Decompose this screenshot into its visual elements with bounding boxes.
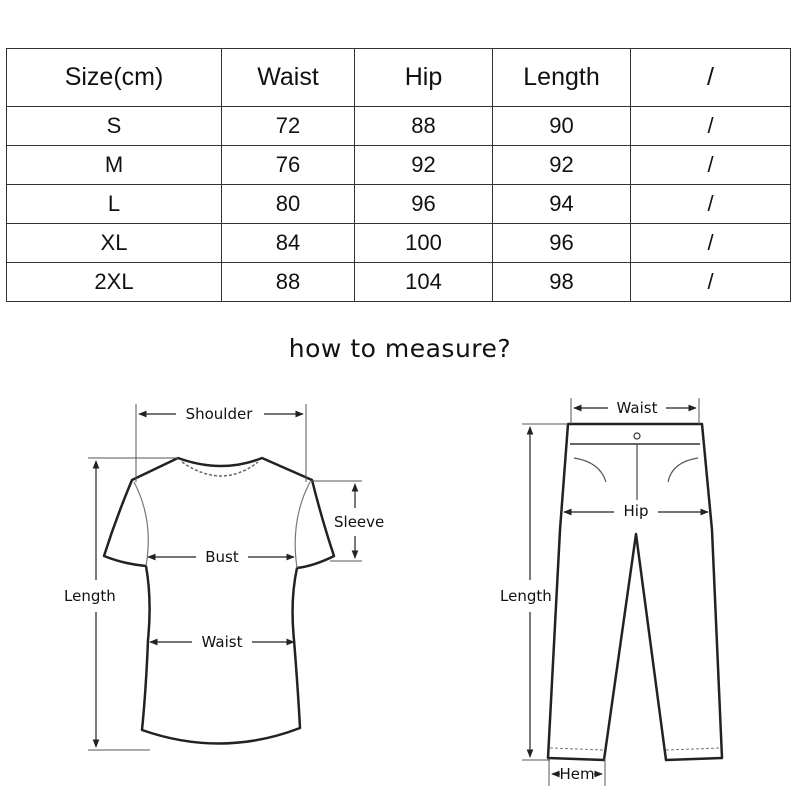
cell-length: 96 (493, 224, 631, 263)
cell-hip: 96 (355, 185, 493, 224)
cell-waist: 80 (222, 185, 355, 224)
label-shoulder: Shoulder (185, 405, 253, 423)
cell-waist: 84 (222, 224, 355, 263)
cell-extra: / (631, 263, 791, 302)
cell-waist: 72 (222, 107, 355, 146)
cell-length: 94 (493, 185, 631, 224)
cell-waist: 88 (222, 263, 355, 302)
pants-diagram (500, 398, 722, 786)
pants-pocket-left (574, 458, 606, 482)
pants-button-icon (634, 433, 640, 439)
cell-waist: 76 (222, 146, 355, 185)
header-length: Length (493, 49, 631, 107)
label-bust: Bust (205, 548, 239, 566)
header-size: Size(cm) (7, 49, 222, 107)
pants-pocket-right (668, 458, 698, 482)
tshirt-outline-icon (104, 458, 334, 744)
label-pants-hem: Hem (559, 765, 595, 783)
cell-hip: 88 (355, 107, 493, 146)
cell-length: 90 (493, 107, 631, 146)
cell-hip: 100 (355, 224, 493, 263)
cell-size: L (7, 185, 222, 224)
label-pants-waist: Waist (616, 399, 658, 417)
cell-extra: / (631, 185, 791, 224)
cell-extra: / (631, 224, 791, 263)
tshirt-sleeve-seam-right (295, 482, 310, 568)
measure-title: how to measure? (288, 334, 512, 363)
label-pants-length: Length (500, 587, 552, 605)
cell-size: M (7, 146, 222, 185)
cell-length: 98 (493, 263, 631, 302)
cell-hip: 104 (355, 263, 493, 302)
tshirt-diagram (64, 404, 384, 750)
label-pants-hip: Hip (623, 502, 649, 520)
cell-size: 2XL (7, 263, 222, 302)
header-hip: Hip (355, 49, 493, 107)
cell-extra: / (631, 146, 791, 185)
header-waist: Waist (222, 49, 355, 107)
cell-hip: 92 (355, 146, 493, 185)
label-shirt-length: Length (64, 587, 116, 605)
label-sleeve: Sleeve (334, 513, 385, 531)
cell-extra: / (631, 107, 791, 146)
header-extra: / (631, 49, 791, 107)
pants-outline-icon (548, 424, 722, 760)
cell-size: XL (7, 224, 222, 263)
tshirt-sleeve-seam-left (134, 482, 148, 566)
label-shirt-waist: Waist (201, 633, 243, 651)
cell-length: 92 (493, 146, 631, 185)
cell-size: S (7, 107, 222, 146)
